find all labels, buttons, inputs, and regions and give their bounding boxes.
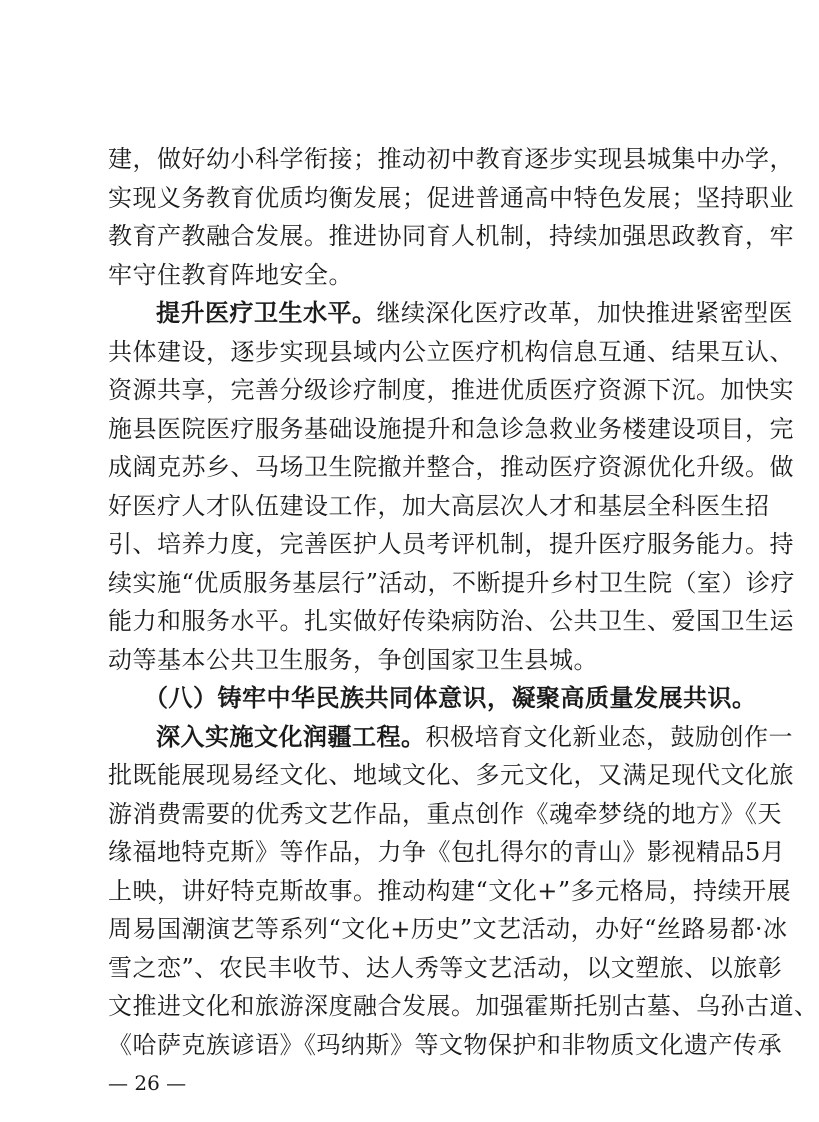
text-line: 能力和服务水平。扎实做好传染病防治、公共卫生、爱国卫生运 (108, 607, 794, 635)
text-run: 继续深化医疗改革，加快推进紧密型医 (376, 299, 793, 327)
text-line: 建，做好幼小科学衔接；推动初中教育逐步实现县城集中办学， (108, 145, 794, 173)
heading-culture: 深入实施文化润疆工程。 (156, 722, 426, 751)
text-line: 批既能展现易经文化、地域文化、多元文化，又满足现代文化旅 (108, 761, 794, 789)
text-line: 引、培养力度，完善医护人员考评机制，提升医疗服务能力。持 (108, 530, 794, 558)
text-line: 动等基本公共卫生服务，争创国家卫生县城。 (108, 646, 598, 674)
text-line: 周易国潮演艺等系列“文化+历史”文艺活动，办好“丝路易都·冰 (108, 915, 788, 943)
page-number: — 26 — (108, 1071, 187, 1095)
text-line: 缘福地特克斯》等作品，力争《包扎得尔的青山》影视精品5月 (108, 838, 786, 866)
text-line: 实现义务教育优质均衡发展；促进普通高中特色发展；坚持职业 (108, 184, 794, 212)
text-run: 积极培育文化新业态，鼓励创作一 (425, 723, 793, 751)
text-line: 文推进文化和旅游深度融合发展。加强霍斯托别古墓、乌孙古道、 (108, 992, 819, 1020)
text-line: 共体建设，逐步实现县域内公立医疗机构信息互通、结果互认、 (108, 338, 794, 366)
paragraph-culture-first-line (108, 718, 793, 756)
text-line: 续实施“优质服务基层行”活动，不断提升乡村卫生院（室）诊疗 (108, 569, 796, 597)
text-line: 资源共享，完善分级诊疗制度，推进优质医疗资源下沉。加快实 (108, 376, 794, 404)
text-line: 好医疗人才队伍建设工作，加大高层次人才和基层全科医生招 (108, 492, 770, 520)
text-line: 游消费需要的优秀文艺作品，重点创作《魂牵梦绕的地方》《天 (108, 800, 782, 828)
text-line: 上映，讲好特克斯故事。推动构建“文化+”多元格局，持续开展 (108, 877, 792, 905)
text-line: 成阔克苏乡、马场卫生院撤并整合，推动医疗资源优化升级。做 (108, 453, 794, 481)
text-line: 牢守住教育阵地安全。 (108, 261, 353, 289)
paragraph-health-first-line (108, 294, 793, 332)
text-line: 雪之恋”、农民丰收节、达人秀等文艺活动，以文塑旅、以旅彰 (108, 954, 783, 982)
text-line: 施县医院医疗服务基础设施提升和急诊急救业务楼建设项目，完 (108, 415, 794, 443)
section-heading: （八）铸牢中华民族共同体意识，凝聚高质量发展共识。 (144, 683, 757, 712)
text-line: 《哈萨克族谚语》《玛纳斯》等文物保护和非物质文化遗产传承 (108, 1031, 782, 1059)
text-line: 教育产教融合发展。推进协同育人机制，持续加强思政教育，牢 (108, 222, 794, 250)
heading-health: 提升医疗卫生水平。 (156, 298, 377, 327)
